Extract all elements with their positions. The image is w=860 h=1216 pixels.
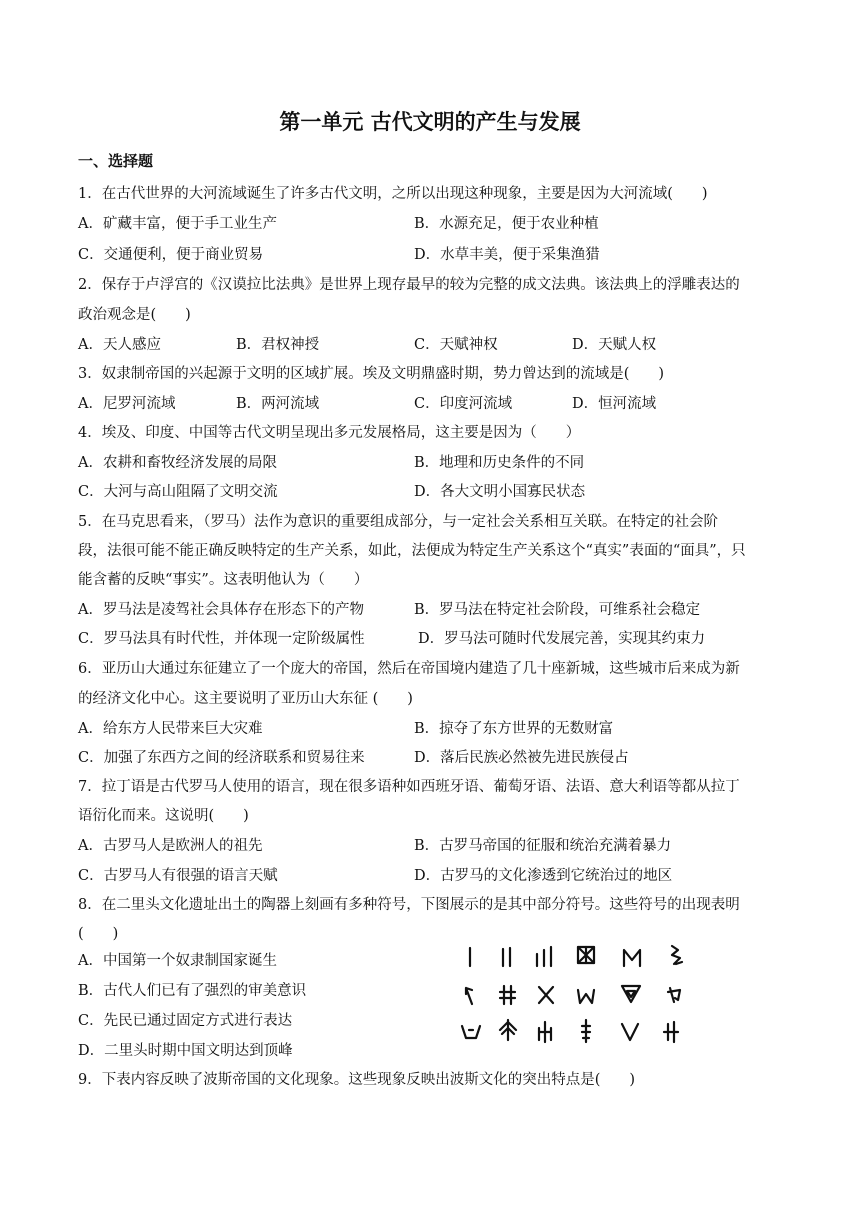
symbol-3-4 [582, 1020, 590, 1042]
question-8-option-a: A．中国第一个奴隶制国家诞生 [78, 953, 277, 969]
symbol-1-6 [672, 946, 682, 964]
question-5-option-c: C．罗马法具有时代性，并体现一定阶级属性 [78, 631, 365, 647]
question-6-option-b: B．掠夺了东方世界的无数财富 [414, 721, 614, 737]
page-title: 第一单元 古代文明的产生与发展 [279, 110, 581, 134]
question-6-option-c: C．加强了东西方之间的经济联系和贸易往来 [78, 750, 365, 766]
question-9-stem: 9．下表内容反映了波斯帝国的文化现象。这些现象反映出波斯文化的突出特点是( ) [78, 1072, 636, 1088]
question-2-stem-line-1: 2．保存于卢浮宫的《汉谟拉比法典》是世界上现存最早的较为完整的成文法典。该法典上的浮雕表达的 [78, 277, 740, 293]
question-4-option-a: A．农耕和畜牧经济发展的局限 [78, 455, 277, 471]
question-6-stem-line-2: 的经济文化中心。这主要说明了亚历山大东征 ( ) [78, 691, 413, 707]
symbol-2-3 [539, 987, 553, 1003]
question-4-stem: 4．埃及、印度、中国等古代文明呈现出多元发展格局，这主要是因为（ ） [78, 425, 581, 441]
question-2-stem-line-2: 政治观念是( ) [78, 307, 191, 323]
question-7-option-c: C．古罗马人有很强的语言天赋 [78, 868, 278, 884]
question-1-option-a: A．矿藏丰富，便于手工业生产 [78, 216, 277, 232]
question-3-option-d: D．恒河流域 [572, 396, 657, 412]
question-4-option-c: C．大河与高山阻隔了文明交流 [78, 484, 278, 500]
question-7-option-b: B．古罗马帝国的征服和统治充满着暴力 [414, 838, 672, 854]
question-7-stem-line-1: 7．拉丁语是古代罗马人使用的语言，现在很多语种如西班牙语、葡萄牙语、法语、意大利语等都从拉丁 [78, 779, 740, 795]
question-7-option-d: D．古罗马的文化渗透到它统治过的地区 [414, 868, 673, 884]
section-heading: 一、选择题 [78, 152, 154, 170]
question-6-stem-line-1: 6．亚历山大通过东征建立了一个庞大的帝国，然后在帝国境内建造了几十座新城，这些城市后来成为新 [78, 661, 740, 677]
question-5-stem-line-1: 5．在马克思看来，（罗马）法作为意识的重要组成部分，与一定社会关系相互关联。在特定的社会阶 [78, 514, 718, 530]
symbol-3-1 [462, 1026, 480, 1038]
question-4-option-d: D．各大文明小国寡民状态 [414, 484, 586, 500]
symbol-1-4 [578, 947, 594, 963]
question-5-option-b: B．罗马法在特定社会阶段，可维系社会稳定 [414, 602, 701, 618]
question-2-option-d: D．天赋人权 [572, 337, 657, 353]
symbol-2-6 [668, 988, 680, 1002]
symbol-2-1 [466, 988, 472, 1004]
question-8-option-c: C．先民已通过固定方式进行表达 [78, 1013, 293, 1029]
question-3-stem: 3．奴隶制帝国的兴起源于文明的区域扩展。埃及文明鼎盛时期，势力曾达到的流域是( ) [78, 366, 665, 382]
pottery-symbols-svg [452, 940, 712, 1052]
question-8-option-b: B．古代人们已有了强烈的审美意识 [78, 983, 307, 999]
symbol-3-5 [622, 1024, 638, 1040]
symbol-3-2 [500, 1020, 516, 1040]
question-3-option-b: B．两河流域 [236, 396, 320, 412]
question-4-option-b: B．地理和历史条件的不同 [414, 455, 585, 471]
question-1-option-d: D．水草丰美，便于采集渔猎 [414, 247, 600, 263]
question-8-option-d: D．二里头时期中国文明达到顶峰 [78, 1043, 293, 1059]
question-5-option-a: A．罗马法是凌驾社会具体存在形态下的产物 [78, 602, 364, 618]
question-8-stem-line-1: 8．在二里头文化遗址出土的陶器上刻画有多种符号，下图展示的是其中部分符号。这些符号的出现表明 [78, 897, 740, 913]
question-2-option-c: C．天赋神权 [414, 337, 498, 353]
pottery-symbols-figure [452, 940, 712, 1052]
question-6-option-a: A．给东方人民带来巨大灾难 [78, 721, 263, 737]
question-8-stem-line-2: ( ) [78, 926, 119, 942]
question-7-stem-line-2: 语衍化而来。这说明( ) [78, 808, 249, 824]
question-5-option-d: D．罗马法可随时代发展完善，实现其约束力 [418, 631, 706, 647]
question-5-stem-line-3: 能含蓄的反映“事实”。这表明他认为（ ） [78, 572, 369, 588]
symbol-1-2 [503, 948, 510, 966]
symbol-1-3 [537, 947, 551, 966]
question-1-option-c: C．交通便利，便于商业贸易 [78, 247, 264, 263]
symbol-3-3 [539, 1022, 551, 1042]
question-5-stem-line-2: 段，法很可能不能正确反映特定的生产关系，如此，法便成为特定生产关系这个“真实”表面的“面具”，只 [78, 543, 746, 559]
symbol-1-5 [624, 950, 640, 966]
question-6-option-d: D．落后民族必然被先进民族侵占 [414, 750, 629, 766]
question-2-option-a: A．天人感应 [78, 337, 161, 353]
symbol-3-6 [664, 1022, 678, 1042]
symbol-2-4 [578, 990, 594, 1003]
question-7-option-a: A．古罗马人是欧洲人的祖先 [78, 838, 263, 854]
question-2-option-b: B．君权神授 [236, 337, 320, 353]
symbol-2-5 [622, 986, 640, 1002]
question-3-option-a: A．尼罗河流域 [78, 396, 176, 412]
question-3-option-c: C．印度河流域 [414, 396, 513, 412]
question-1-stem: 1．在古代世界的大河流域诞生了许多古代文明，之所以出现这种现象，主要是因为大河流域( ) [78, 186, 708, 202]
question-1-option-b: B．水源充足，便于农业种植 [414, 216, 599, 232]
symbol-2-2 [500, 986, 515, 1004]
